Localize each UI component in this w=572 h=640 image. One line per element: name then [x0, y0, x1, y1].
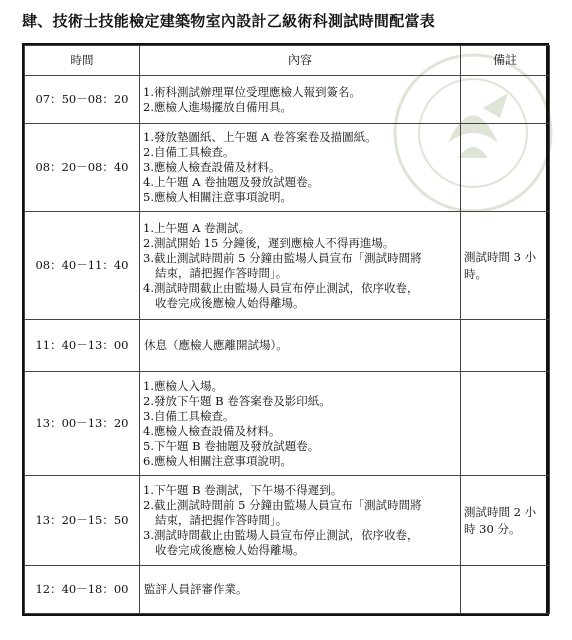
content-line: 3.自備工具檢查。 [143, 408, 235, 423]
note-cell [461, 476, 550, 566]
content-line: 5.下午題 B 卷抽題及發放試題卷。 [143, 438, 320, 453]
content-line: 3.截止測試時間前 5 分鐘由監場人員宣布「測試時間將 [143, 250, 422, 265]
header-content: 內容 [140, 46, 461, 76]
time-cell: 13：20－15：50 [25, 476, 140, 566]
content-line: 2.應檢人進場擺放自備用具。 [143, 99, 292, 114]
content-line: 1.術科測試辦理單位受理應檢人報到簽名。 [143, 84, 361, 99]
header-time: 時間 [25, 46, 140, 76]
note-cell [461, 124, 550, 212]
time-cell: 08：40－11：40 [25, 212, 140, 320]
content-line: 收卷完成後應檢人始得離場。 [155, 543, 305, 557]
content-line: 5.應檢人相關注意事項說明。 [143, 190, 292, 204]
content-line: 收卷完成後應檢人始得離場。 [155, 295, 305, 310]
table-row [25, 320, 550, 372]
table-row [25, 76, 550, 124]
content-line: 2.發放下午題 B 卷答案卷及影印紙。 [143, 393, 331, 408]
content-cell [140, 476, 461, 566]
note-cell [461, 76, 550, 124]
content-line: 結束，請把握作答時間」。 [155, 513, 288, 527]
content-cell [140, 76, 461, 124]
note-line: 時 30 分。 [464, 521, 521, 536]
content-line: 1.應檢人入場。 [143, 378, 223, 393]
content-cell: 監評人員評審作業。 [140, 566, 461, 614]
content-line: 3.應檢人檢查設備及材料。 [143, 160, 281, 174]
content-line: 2.截止測試時間前 5 分鐘由監場人員宣布「測試時間將 [143, 498, 422, 512]
table-row [25, 566, 550, 614]
note-cell [461, 320, 550, 372]
note-line: 測試時間 2 小 [464, 504, 537, 519]
note-line: 測試時間 3 小 [464, 249, 537, 264]
content-line: 1.上午題 A 卷測試。 [143, 220, 251, 235]
schedule-table [24, 45, 550, 614]
time-cell: 12：40－18：00 [25, 566, 140, 614]
content-cell: 休息（應檢人應離開試場）。 [140, 320, 461, 372]
table-row [25, 476, 550, 566]
header-note: 備註 [461, 46, 550, 76]
content-cell [140, 212, 461, 320]
content-line: 4.上午題 A 卷抽題及發放試題卷。 [143, 175, 320, 189]
content-line: 4.應檢人檢查設備及材料。 [143, 423, 281, 438]
table-row [25, 124, 550, 212]
content-line: 1.發放墊圖紙、上午題 A 卷答案卷及描圖紙。 [143, 130, 377, 144]
content-line: 2.測試開始 15 分鐘後，遲到應檢人不得再進場。 [143, 235, 395, 250]
time-cell: 13：00－13：20 [25, 372, 140, 476]
note-line: 時。 [464, 266, 487, 281]
note-cell [461, 212, 550, 320]
table-row [25, 212, 550, 320]
content-line: 3.測試時間截止由監場人員宣布停止測試，依序收卷， [143, 528, 419, 542]
time-cell: 11：40－13：00 [25, 320, 140, 372]
time-cell: 08：20－08：40 [25, 124, 140, 212]
content-line: 6.應檢人相關注意事項說明。 [143, 453, 292, 468]
content-line: 2.自備工具檢查。 [143, 145, 235, 159]
page-title: 肆、技術士技能檢定建築物室內設計乙級術科測試時間配當表 [22, 12, 436, 30]
content-line: 1.下午題 B 卷測試，下午場不得遲到。 [143, 483, 343, 497]
content-cell [140, 372, 461, 476]
content-line: 結束，請把握作答時間」。 [155, 265, 288, 280]
content-cell [140, 124, 461, 212]
content-line: 4.測試時間截止由監場人員宣布停止測試，依序收卷， [143, 280, 419, 295]
time-cell: 07：50－08：20 [25, 76, 140, 124]
note-cell [461, 372, 550, 476]
table-header-row [25, 46, 550, 76]
note-cell [461, 566, 550, 614]
table-row [25, 372, 550, 476]
